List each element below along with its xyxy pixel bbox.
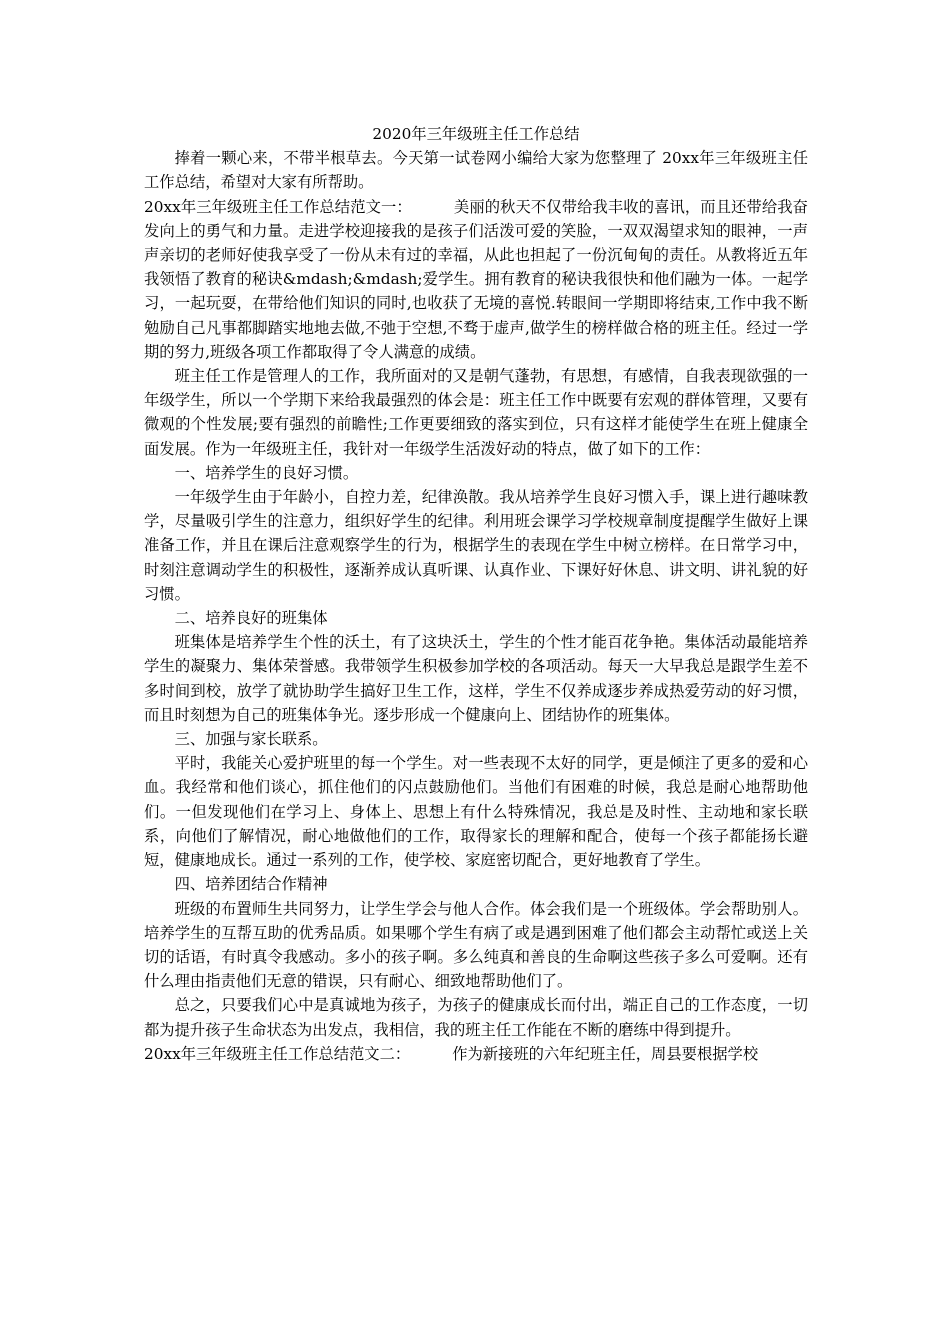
section-heading-teamwork: 四、培养团结合作精神: [174, 875, 328, 894]
sample2-block: [144, 1042, 808, 1066]
sample1-block: [144, 195, 808, 364]
sample2-label: 20xx年三年级班主任工作总结范文二：: [144, 1044, 411, 1063]
body-paragraph: 一年级学生由于年龄小，自控力差，纪律涣散。我从培养学生良好习惯入手，课上进行趣味教学，尽量吸引学生的注意力，组织好学生的纪律。利用班会课学习学校规章制度提醒学生做好上课准备工作，并且在课后注意观察学生的行为，根据学生的表现在学生中树立榜样。在日常学习中，时刻注意调动学生的积极性，逐渐养成认真听课、认真作业、下课好好休息、讲文明、讲礼貌的好习惯。: [144, 488, 808, 603]
conclusion-paragraph: 总之，只要我们心中是真诚地为孩子，为孩子的健康成长而付出，端正自己的工作态度，一切都为提升孩子生命状态为出发点，我相信，我的班主任工作能在不断的磨练中得到提升。: [144, 996, 808, 1039]
body-paragraph: 平时，我能关心爱护班里的每一个学生。对一些表现不太好的同学，更是倾注了更多的爱和心血。我经常和他们谈心，抓住他们的闪点鼓励他们。当他们有困难的时候，我总是耐心地帮助他们。一但发现他们在学习上、身体上、思想上有什么特殊情况，我总是及时性、主动地和家长联系，向他们了解情况，耐心地做他们的工作，取得家长的理解和配合，使每一个孩子都能扬长避短，健康地成长。通过一系列的工作，使学校、家庭密切配合，更好地教育了学生。: [144, 754, 808, 870]
body-paragraph: 班集体是培养学生个性的沃土，有了这块沃土，学生的个性才能百花争艳。集体活动最能培养学生的凝聚力、集体荣誉感。我带领学生积极参加学校的各项活动。每天一大早我总是跟学生差不多时间到校，放学了就协助学生搞好卫生工作，这样，学生不仅养成逐步养成热爱劳动的好习惯，而且时刻想为自己的班集体争光。逐步形成一个健康向上、团结协作的班集体。: [144, 633, 808, 724]
sample2-first-paragraph: 作为新接班的六年纪班主任，周县要根据学校: [452, 1044, 759, 1063]
section-heading-parent-contact: 三、加强与家长联系。: [174, 730, 328, 749]
body-paragraph: 班主任工作是管理人的工作，我所面对的又是朝气蓬勃，有思想，有感情，自我表现欲强的一年级学生，所以一个学期下来给我最强烈的体会是：班主任工作中既要有宏观的群体管理，又要有微观的个性发展;要有强烈的前瞻性;工作更要细致的落实到位，只有这样才能使学生在班上健康全面发展。作为一年级班主任，我针对一年级学生活泼好动的特点，做了如下的工作：: [144, 367, 808, 458]
section-heading-class-collective: 二、培养良好的班集体: [174, 609, 328, 628]
document-title: 2020年三年级班主任工作总结: [372, 125, 580, 143]
sample1-label: 20xx年三年级班主任工作总结范文一：: [144, 197, 412, 216]
intro-paragraph: 捧着一颗心来，不带半根草去。今天第一试卷网小编给大家为您整理了 20xx年三年级班主任工作总结，希望对大家有所帮助。: [144, 149, 808, 192]
section-heading-habits: 一、培养学生的良好习惯。: [174, 463, 359, 482]
body-paragraph: 班级的布置师生共同努力，让学生学会与他人合作。体会我们是一个班级体。学会帮助别人。培养学生的互帮互助的优秀品质。如果哪个学生有病了或是遇到困难了他们都会主动帮忙或送上关切的话语，有时真令我感动。多小的孩子啊。多么纯真和善良的生命啊这些孩子多么可爱啊。还有什么理由指责他们无意的错误，只有耐心、细致地帮助他们了。: [144, 899, 808, 991]
sample1-first-paragraph: 美丽的秋天不仅带给我丰收的喜讯，而且还带给我奋发向上的勇气和力量。走进学校迎接我的是孩子们活泼可爱的笑脸，一双双渴望求知的眼神，一声声亲切的老师好使我享受了一份从未有过的幸福，从此也担起了一份沉甸甸的责任。从教将近五年我领悟了教育的秘诀&mdash;&mdash;爱学生。拥有教育的秘诀我很快和他们融为一体。一起学习，一起玩耍，在带给他们知识的同时,也收获了无境的喜悦.转眼间一学期即将结束,工作中我不断勉励自己凡事都脚踏实地地去做,不弛于空想,不骛于虚声,做学生的榜样做合格的班主任。经过一学期的努力,班级各项工作都取得了令人满意的成绩。: [144, 197, 808, 361]
document-page: [144, 122, 808, 1066]
